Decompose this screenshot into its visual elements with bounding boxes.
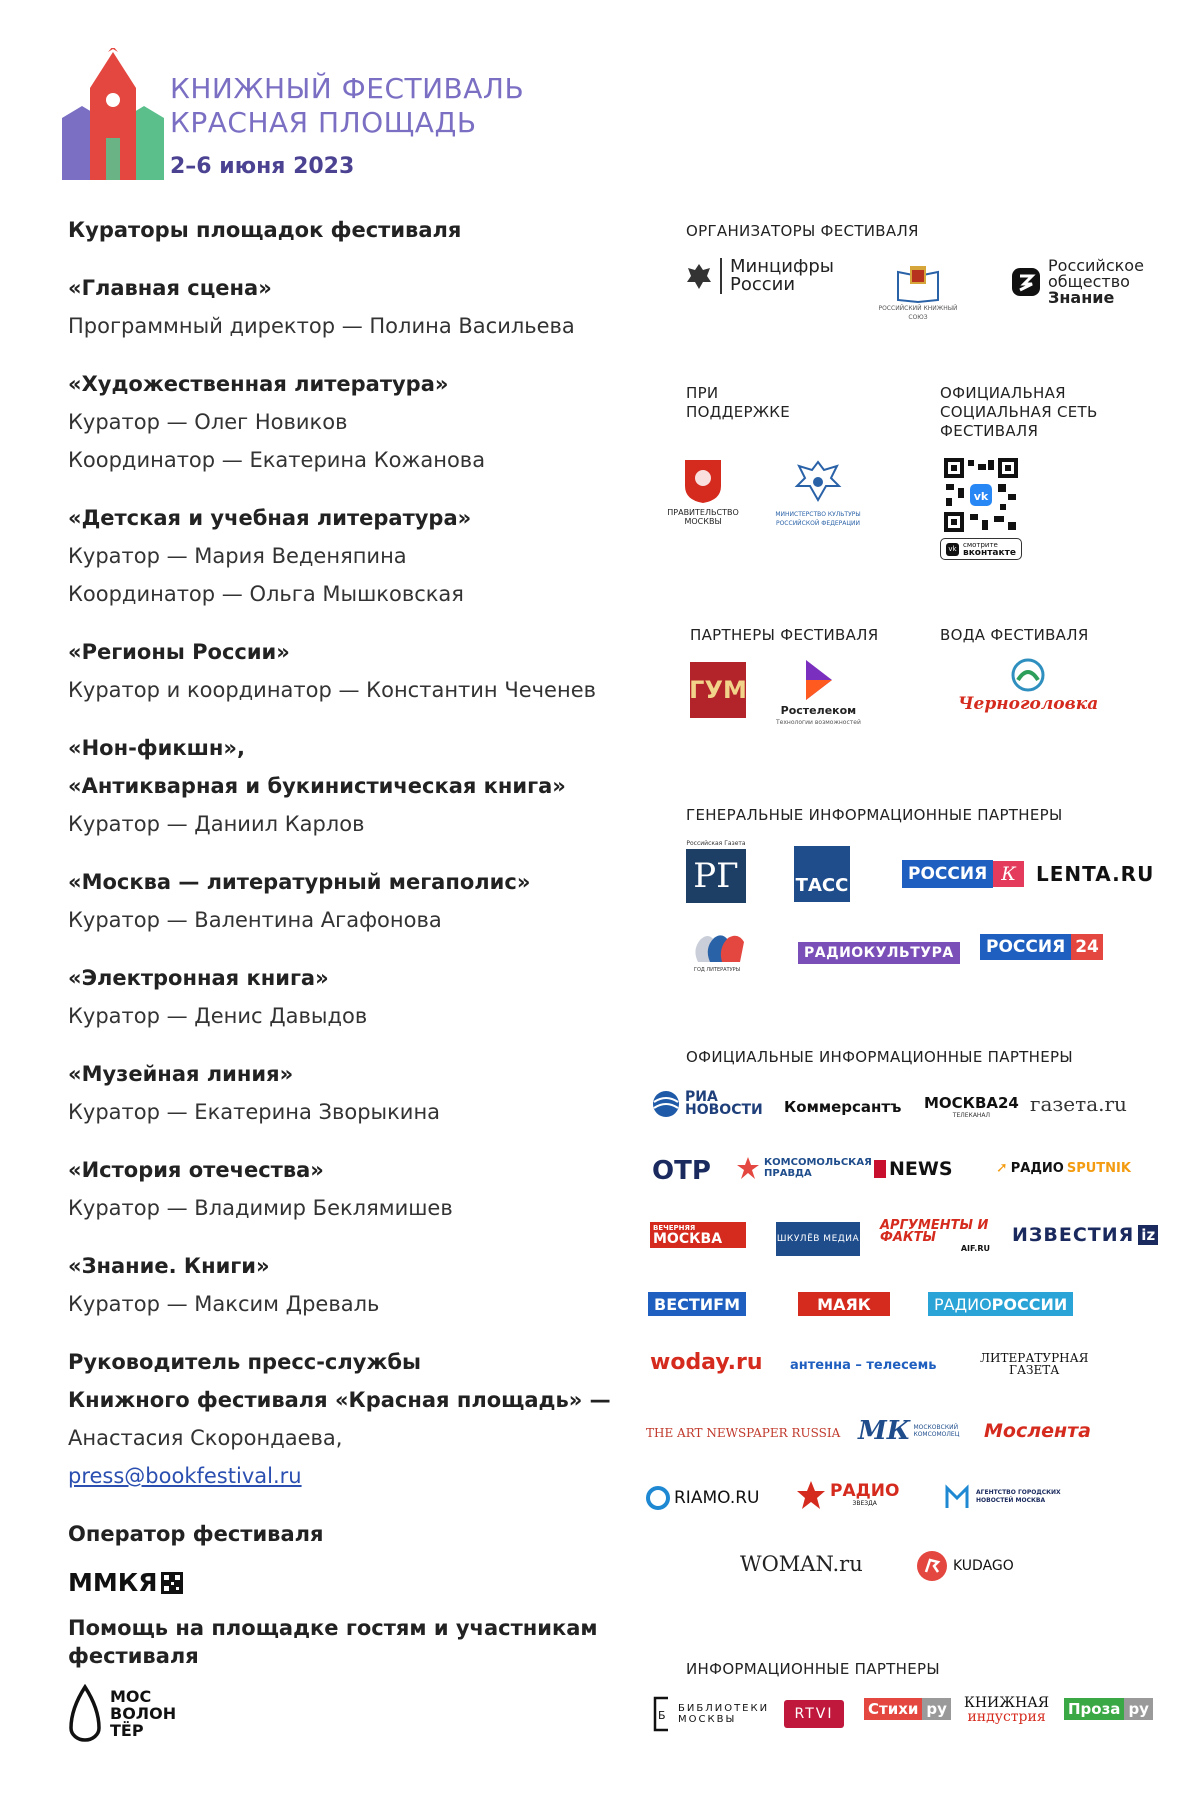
- mmkya-qr-icon: [161, 1572, 183, 1594]
- radio-sputnik-text1: РАДИО: [1010, 1160, 1064, 1176]
- news-ru-text: NEWS: [889, 1158, 953, 1180]
- vk-badge-line: смотрите: [963, 541, 998, 549]
- mayak-logo: МАЯК: [798, 1292, 890, 1316]
- chernogolovka-emblem-icon: [1008, 658, 1048, 692]
- moscow-coat-of-arms-icon: [683, 458, 723, 504]
- proza-text2: ру: [1124, 1698, 1153, 1720]
- news-ru-bar-icon: [874, 1160, 886, 1178]
- section-support: [686, 384, 790, 422]
- kn-ind-line1: КНИЖНАЯ: [964, 1695, 1050, 1711]
- venue-person: Куратор и координатор — Константин Чеченев: [68, 678, 597, 702]
- press-heading-line1: Руководитель пресс-службы: [68, 1350, 422, 1374]
- venue-name: «Электронная книга»: [68, 966, 329, 990]
- mosvolonter-logo: [68, 1684, 176, 1742]
- vm-text1: ВЕЧЕРНЯЯ: [653, 1223, 696, 1232]
- minkult-text: МИНИСТЕРСТВО КУЛЬТУРЫ РОССИЙСКОЙ ФЕДЕРАЦИИ: [775, 511, 861, 527]
- kp-logo: [736, 1156, 882, 1180]
- radio-zvezda-sub: ЗВЕЗДА: [852, 1500, 877, 1507]
- riamo-text: RIAMO.RU: [674, 1488, 760, 1508]
- festival-title-line1: КНИЖНЫЙ ФЕСТИВАЛЬ: [170, 72, 525, 105]
- rg-top-text: Российская Газета: [686, 840, 746, 847]
- operator-heading: Оператор фестиваля: [68, 1522, 324, 1546]
- vesti-fm-text: FM: [713, 1294, 741, 1314]
- aif-logo: [880, 1220, 990, 1253]
- russia24-logo: [980, 934, 1103, 960]
- section-partners: ПАРТНЕРЫ ФЕСТИВАЛЯ: [690, 626, 879, 644]
- red-star-icon: [796, 1480, 826, 1510]
- venue-person: Куратор — Олег Новиков: [68, 410, 348, 434]
- agn-text: АГЕНТСТВО ГОРОДСКИХ НОВОСТЕЙ МОСКВА: [976, 1489, 1061, 1504]
- radio-sputnik-logo: [996, 1160, 1131, 1176]
- chernogolovka-logo: [958, 658, 1098, 714]
- znanie-line: Российское: [1048, 256, 1144, 275]
- venue-name: «Москва — литературный мегаполис»: [68, 870, 531, 894]
- kudago-text: KUDAGO: [953, 1558, 1014, 1574]
- god-lit-logo: [688, 928, 746, 973]
- ria-globe-icon: [652, 1090, 680, 1118]
- venue-person: Куратор — Валентина Агафонова: [68, 908, 442, 932]
- section-social-line: СОЦИАЛЬНАЯ СЕТЬ: [940, 403, 1098, 421]
- section-info: ИНФОРМАЦИОННЫЕ ПАРТНЕРЫ: [686, 1660, 940, 1678]
- rks-logo: [868, 262, 968, 322]
- rg-logo: [686, 840, 746, 903]
- biblio-line: МОСКВЫ: [678, 1714, 737, 1725]
- qr-code-icon[interactable]: [944, 458, 1018, 532]
- mk-logo: [858, 1416, 973, 1446]
- radio-russia-text1: РАДИО: [934, 1294, 992, 1314]
- riamo-icon: [646, 1486, 670, 1510]
- venue-person: Куратор — Даниил Карлов: [68, 812, 365, 836]
- lenta-logo: LENTA.RU: [1036, 862, 1155, 886]
- vm-logo: [650, 1222, 746, 1248]
- moskva24-text: МОСКВА24: [924, 1094, 1019, 1112]
- venue-name: «Знание. Книги»: [68, 1254, 270, 1278]
- vesti-fm-logo: [648, 1292, 746, 1316]
- biblio-bracket-icon: [652, 1696, 672, 1732]
- iz-mark: iz: [1138, 1225, 1158, 1245]
- ria-logo: [652, 1090, 763, 1118]
- litgazeta-logo: [980, 1352, 1088, 1376]
- venue-name: «Регионы России»: [68, 640, 290, 664]
- radiokultura-logo: РАДИОКУЛЬТУРА: [798, 942, 960, 964]
- izvestia-logo: [1012, 1224, 1158, 1246]
- drop-icon: [68, 1684, 102, 1742]
- agn-m-icon: [944, 1484, 970, 1510]
- venue-person: Куратор — Максим Древаль: [68, 1292, 380, 1316]
- svg-text:Б: Б: [658, 1709, 666, 1722]
- mosvolonter-line: МОС: [110, 1686, 152, 1706]
- rostelecom-logo: [776, 658, 861, 726]
- vesti-text: ВЕСТИ: [654, 1294, 714, 1314]
- moslenta-logo: Мослента: [984, 1420, 1091, 1442]
- mosvolonter-line: ТЁР: [110, 1720, 144, 1740]
- press-heading-line2: Книжного фестиваля «Красная площадь» —: [68, 1388, 611, 1412]
- woday-logo: woday.ru: [650, 1350, 763, 1375]
- izvestia-text: ИЗВЕСТИЯ: [1012, 1224, 1135, 1246]
- moskva24-sub: ТЕЛЕКАНАЛ: [952, 1112, 991, 1119]
- litgazeta-line1: ЛИТЕРАТУРНАЯ: [980, 1351, 1089, 1365]
- stihi-logo: [864, 1698, 951, 1720]
- kommersant-logo: Коммерсантъ: [784, 1098, 902, 1116]
- proza-text1: Проза: [1064, 1698, 1124, 1720]
- section-social: [940, 384, 1098, 441]
- ria-line: РИА: [685, 1089, 718, 1105]
- kp-star-icon: [736, 1156, 760, 1180]
- radio-sputnik-text2: SPUTNIK: [1066, 1160, 1131, 1176]
- festival-dates: 2–6 июня 2023: [170, 154, 355, 179]
- venue-name: «Детская и учебная литература»: [68, 506, 472, 530]
- stihi-text1: Стихи: [864, 1698, 922, 1720]
- rostelecom-icon: [800, 658, 836, 702]
- mincifry-logo: [686, 258, 834, 294]
- rtvi-logo: RTVI: [784, 1700, 844, 1728]
- festival-logo-icon: [62, 48, 164, 180]
- mmkya-logo: [68, 1568, 183, 1597]
- litgazeta-line2: ГАЗЕТА: [1009, 1363, 1060, 1377]
- help-heading-line2: фестиваля: [68, 1644, 199, 1668]
- moscow-gov-logo: [658, 458, 748, 526]
- mk-sub: МОСКОВСКИЙ КОМСОМОЛЕЦ: [913, 1424, 960, 1438]
- ria-line: НОВОСТИ: [685, 1102, 763, 1118]
- vk-badge[interactable]: [940, 538, 1022, 560]
- mosvolonter-line: ВОЛОН: [110, 1703, 177, 1723]
- moskva24-logo: [924, 1094, 1019, 1119]
- russia-k-mark: К: [993, 861, 1024, 887]
- znanie-logo: [1012, 258, 1144, 306]
- antenna-logo: антенна – телесемь: [790, 1358, 937, 1373]
- section-general-info: ГЕНЕРАЛЬНЫЕ ИНФОРМАЦИОННЫЕ ПАРТНЕРЫ: [686, 806, 1063, 824]
- kudago-logo: [916, 1550, 1014, 1582]
- znanie-mark-icon: [1012, 268, 1040, 296]
- woman-logo: WOMAN.ru: [740, 1552, 863, 1576]
- venue-name: «Нон-фикшн»,: [68, 736, 245, 760]
- gazeta-logo: газета.ru: [1030, 1092, 1127, 1116]
- help-heading-line1: Помощь на площадке гостям и участникам: [68, 1616, 598, 1640]
- kudago-icon: [916, 1550, 948, 1582]
- section-social-line: ФЕСТИВАЛЯ: [940, 422, 1039, 440]
- profiles-icon: [688, 928, 746, 966]
- svg-text:vk: vk: [973, 490, 989, 503]
- russia24-text: РОССИЯ: [980, 934, 1071, 960]
- moscow-gov-text: ПРАВИТЕЛЬСТВО МОСКВЫ: [667, 508, 739, 526]
- curators-heading: Кураторы площадок фестиваля: [68, 218, 462, 242]
- vk-badge-line: вконтакте: [963, 548, 1016, 558]
- russia-k-logo: [902, 858, 1024, 890]
- tass-logo: ТАСС: [794, 846, 850, 902]
- chernogolovka-text: Черноголовка: [958, 694, 1099, 714]
- aif-sub: AIF.RU: [960, 1244, 990, 1253]
- vk-qr-block[interactable]: [940, 458, 1022, 560]
- press-email-link[interactable]: press@bookfestival.ru: [68, 1464, 302, 1488]
- kn-ind-logo: [964, 1696, 1049, 1724]
- double-headed-eagle-icon: [793, 456, 843, 506]
- book-emblem-icon: [894, 262, 942, 304]
- rostelecom-text: Ростелеком: [780, 704, 857, 717]
- venue-person: Программный директор — Полина Васильева: [68, 314, 575, 338]
- venue-person: Куратор — Владимир Беклямишев: [68, 1196, 453, 1220]
- venue-name: «История отечества»: [68, 1158, 324, 1182]
- venue-name: «Музейная линия»: [68, 1062, 294, 1086]
- press-name: Анастасия Скорондаева,: [68, 1426, 343, 1450]
- venue-person: Куратор — Мария Веденяпина: [68, 544, 407, 568]
- venue-person: Куратор — Денис Давыдов: [68, 1004, 368, 1028]
- biblio-line: БИБЛИОТЕКИ: [678, 1703, 770, 1714]
- mk-text: МК: [858, 1416, 911, 1446]
- rks-text: РОССИЙСКИЙ КНИЖНЫЙ СОЮЗ: [878, 305, 958, 321]
- aif-text: АРГУМЕНТЫ И ФАКТЫ: [880, 1218, 989, 1245]
- znanie-line: Знание: [1048, 288, 1115, 307]
- god-lit-text: ГОД ЛИТЕРАТУРЫ: [693, 967, 741, 973]
- kn-ind-line2: индустрия: [967, 1709, 1046, 1725]
- biblio-logo: [652, 1696, 769, 1732]
- venue-name: «Художественная литература»: [68, 372, 449, 396]
- section-official-info: ОФИЦИАЛЬНЫЕ ИНФОРМАЦИОННЫЕ ПАРТНЕРЫ: [686, 1048, 1073, 1066]
- art-newspaper-logo: THE ART NEWSPAPER RUSSIA: [646, 1426, 841, 1440]
- kp-text: КОМСОМОЛЬСКАЯ ПРАВДА: [764, 1157, 872, 1179]
- venue-person: Куратор — Екатерина Зворыкина: [68, 1100, 441, 1124]
- section-water: ВОДА ФЕСТИВАЛЯ: [940, 626, 1089, 644]
- riamo-logo: [646, 1486, 759, 1510]
- mincifry-line: Минцифры: [730, 256, 834, 277]
- agn-logo: [944, 1484, 1076, 1510]
- proza-logo: [1064, 1698, 1153, 1720]
- russia24-num: 24: [1071, 934, 1103, 960]
- minkult-logo: [770, 456, 866, 528]
- venue-person: Координатор — Ольга Мышковская: [68, 582, 464, 606]
- eagle-emblem-icon: [686, 262, 712, 290]
- rg-mark: РГ: [686, 849, 746, 903]
- section-social-line: ОФИЦИАЛЬНАЯ: [940, 384, 1066, 402]
- news-ru-logo: [874, 1158, 953, 1180]
- venue-name: «Главная сцена»: [68, 276, 272, 300]
- venue-name: «Антикварная и букинистическая книга»: [68, 774, 566, 798]
- mincifry-line: России: [730, 274, 796, 295]
- gum-logo: ГУМ: [690, 662, 746, 718]
- russia-k-text: РОССИЯ: [902, 860, 993, 888]
- radio-russia-text2: РОССИИ: [991, 1294, 1068, 1314]
- radio-zvezda-logo: [796, 1480, 899, 1510]
- festival-title-line2: КРАСНАЯ ПЛОЩАДЬ: [170, 106, 477, 139]
- otr-logo: ОТР: [652, 1156, 711, 1186]
- radio-zvezda-text: РАДИО: [830, 1481, 900, 1501]
- venue-person: Координатор — Екатерина Кожанова: [68, 448, 486, 472]
- mmkya-logo-text: ММКЯ: [68, 1568, 158, 1597]
- press-email-wrap: [68, 1464, 302, 1488]
- shkulev-logo: ШКУЛЁВ МЕДИА: [776, 1222, 860, 1256]
- vk-icon: vk: [946, 543, 959, 556]
- radio-russia-logo: [928, 1292, 1073, 1316]
- rostelecom-subtext: Технологии возможностей: [776, 719, 861, 726]
- stihi-text2: ру: [922, 1698, 951, 1720]
- sputnik-icon: ➚: [996, 1160, 1008, 1176]
- section-support-line: ПОДДЕРЖКЕ: [686, 403, 791, 421]
- section-support-line: ПРИ: [686, 384, 719, 402]
- znanie-line: общество: [1048, 272, 1130, 291]
- vm-text2: МОСКВА: [653, 1230, 723, 1247]
- section-organizers: ОРГАНИЗАТОРЫ ФЕСТИВАЛЯ: [686, 222, 919, 240]
